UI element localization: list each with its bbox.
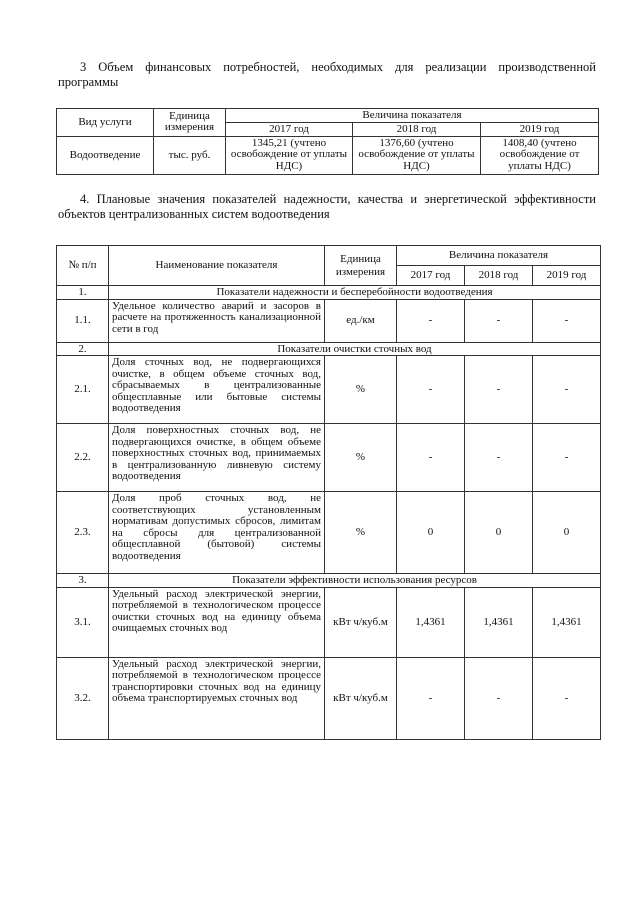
section-num: 2. <box>57 342 109 356</box>
row-num: 2.1. <box>57 356 109 424</box>
header-year: 2019 год <box>481 123 599 137</box>
row-value: 1,4361 <box>465 587 533 657</box>
row-value: - <box>397 299 465 342</box>
row-unit: кВт ч/куб.м <box>325 657 397 739</box>
row-value: - <box>533 424 601 492</box>
header-num: № п/п <box>57 246 109 286</box>
indicators-table <box>56 245 601 740</box>
header-year: 2018 год <box>353 123 481 137</box>
header-year: 2019 год <box>533 266 601 286</box>
row-name: Доля проб сточных вод, не соответствующих установленным нормативам допустимых сбросов, лимитам на сбросы для централизованной общесплавной (бытовой) системы водоотведения <box>109 492 325 574</box>
row-value: - <box>465 299 533 342</box>
row-value: - <box>465 424 533 492</box>
row-name: Доля сточных вод, не подвергающихся очистке, в общем объеме сточных вод, сбрасываемых в централизованные общесплавные или бытовые системы водоотведения <box>109 356 325 424</box>
section-title: Показатели надежности и бесперебойности водоотведения <box>109 286 601 300</box>
row-value: - <box>397 356 465 424</box>
header-name: Наименование показателя <box>109 246 325 286</box>
row-value: 1,4361 <box>533 587 601 657</box>
row-value: 0 <box>533 492 601 574</box>
row-value: - <box>397 657 465 739</box>
row-unit: кВт ч/куб.м <box>325 587 397 657</box>
row-value: 0 <box>465 492 533 574</box>
row-num: 2.3. <box>57 492 109 574</box>
row-value: - <box>533 299 601 342</box>
row-value: - <box>533 657 601 739</box>
row-value: - <box>397 424 465 492</box>
section-title: Показатели эффективности использования ресурсов <box>109 574 601 588</box>
row-unit: % <box>325 356 397 424</box>
row-name: Удельный расход электрической энергии, потребляемой в технологическом процессе очистки сточных вод на единицу объема очищаемых сточных вод <box>109 587 325 657</box>
section4-heading: 4. Плановые значения показателей надежности, качества и энергетической эффективности объектов централизованных систем водоотведения <box>58 192 596 221</box>
row-name: Удельное количество аварий и засоров в расчете на протяженность канализационной сети в год <box>109 299 325 342</box>
row-num: 2.2. <box>57 424 109 492</box>
header-value: Величина показателя <box>397 246 601 266</box>
header-value: Величина показателя <box>226 109 599 123</box>
section-title: Показатели очистки сточных вод <box>109 342 601 356</box>
row-value: - <box>465 356 533 424</box>
row-name: Удельный расход электрической энергии, потребляемой в технологическом процессе транспортировки сточных вод на единицу объема транспортируемых сточных вод <box>109 657 325 739</box>
row-unit: % <box>325 424 397 492</box>
row-service: Водоотведение <box>57 136 154 174</box>
header-unit: Единица измерения <box>325 246 397 286</box>
section-num: 3. <box>57 574 109 588</box>
row-num: 3.2. <box>57 657 109 739</box>
row-value: 0 <box>397 492 465 574</box>
row-value: 1376,60 (учтено освобождение от уплаты НДС) <box>353 136 481 174</box>
section-num: 1. <box>57 286 109 300</box>
header-year: 2017 год <box>226 123 353 137</box>
row-unit: ед./км <box>325 299 397 342</box>
row-num: 1.1. <box>57 299 109 342</box>
row-value: - <box>465 657 533 739</box>
row-value: - <box>533 356 601 424</box>
header-service: Вид услуги <box>57 109 154 137</box>
row-num: 3.1. <box>57 587 109 657</box>
header-year: 2017 год <box>397 266 465 286</box>
row-unit: тыс. руб. <box>154 136 226 174</box>
financial-needs-table <box>56 108 599 175</box>
row-unit: % <box>325 492 397 574</box>
row-value: 1,4361 <box>397 587 465 657</box>
row-value: 1345,21 (учтено освобождение от уплаты НДС) <box>226 136 353 174</box>
section3-heading: 3 Объем финансовых потребностей, необходимых для реализации производственной программы <box>58 60 596 89</box>
header-unit: Единица измерения <box>154 109 226 137</box>
row-value: 1408,40 (учтено освобождение от уплаты НДС) <box>481 136 599 174</box>
header-year: 2018 год <box>465 266 533 286</box>
row-name: Доля поверхностных сточных вод, не подвергающихся очистке, в общем объеме поверхностных сточных вод, принимаемых в централизованную ливневую систему водоотведения <box>109 424 325 492</box>
